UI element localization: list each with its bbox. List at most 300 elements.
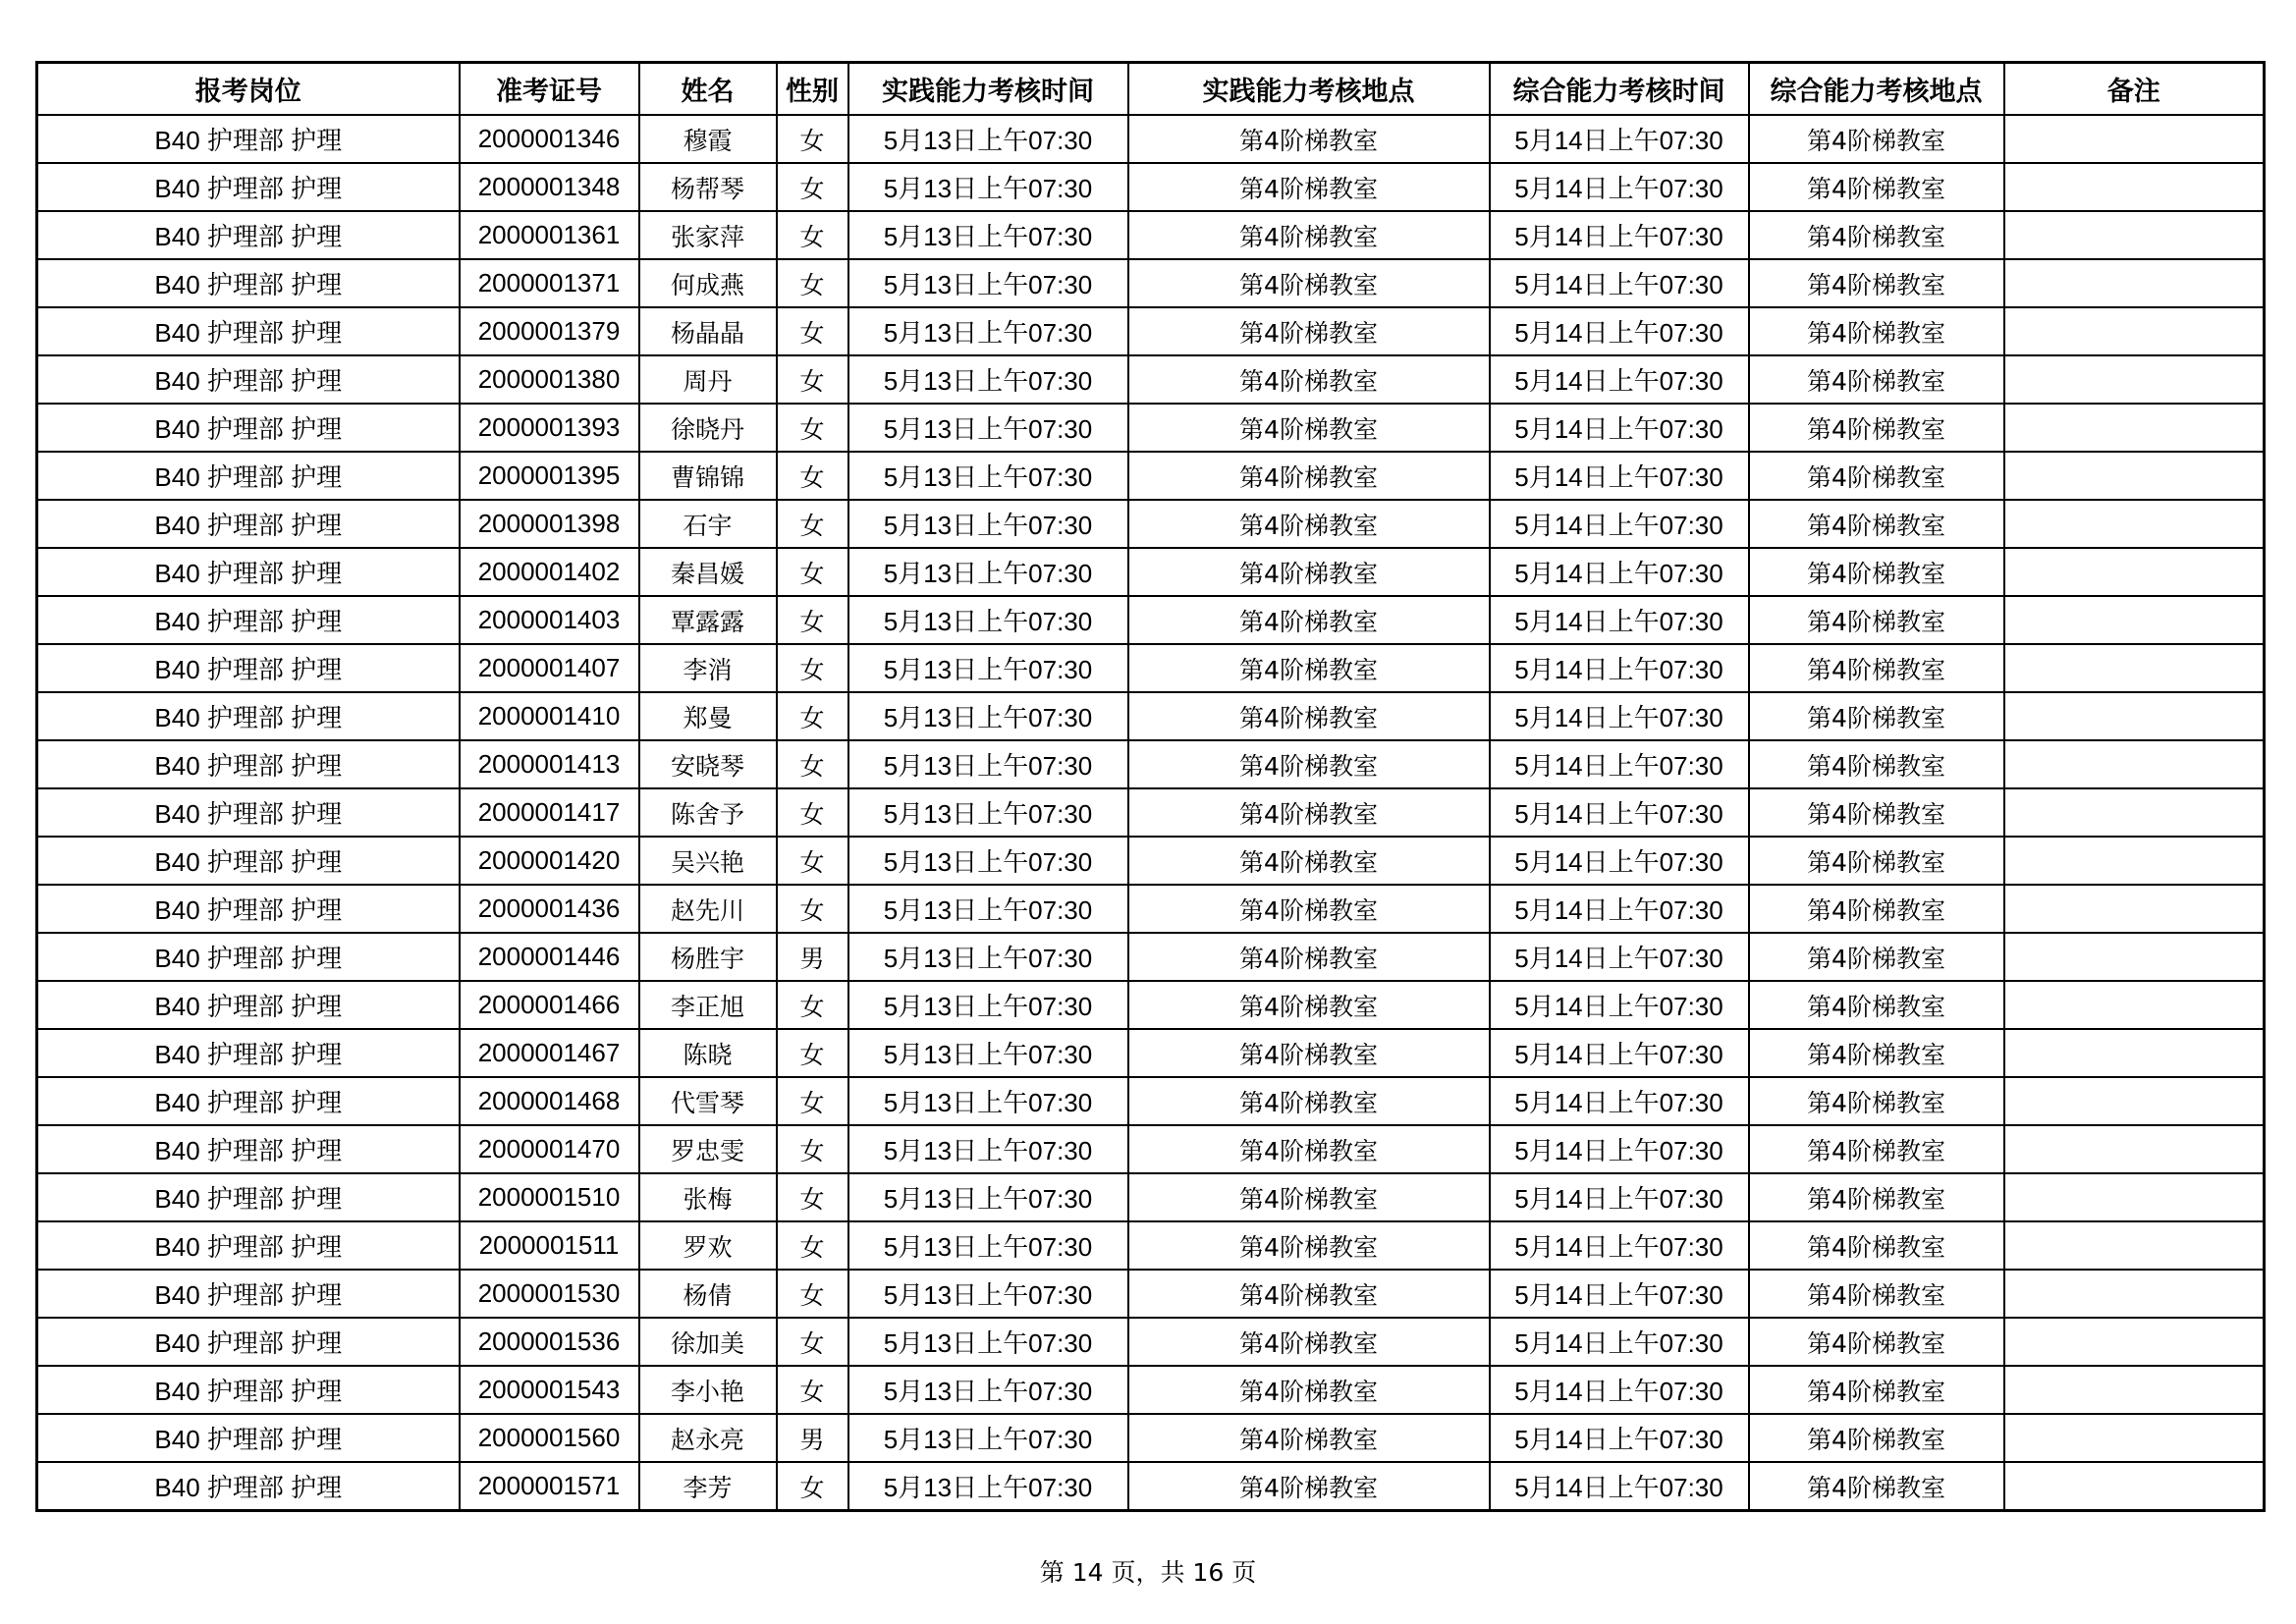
table-row [37,115,2265,163]
cell-practical-time: 5月13日上午07:30 [848,259,1128,307]
cell-position: B40 护理部 护理 [37,1414,460,1462]
cell-position: B40 护理部 护理 [37,211,460,259]
table-row [37,1221,2265,1270]
cell-ticket-number: 2000001536 [460,1318,639,1366]
cell-comprehensive-time: 5月14日上午07:30 [1490,933,1749,981]
cell-position: B40 护理部 护理 [37,548,460,596]
cell-practical-location: 第4阶梯教室 [1128,1077,1490,1125]
cell-comprehensive-time: 5月14日上午07:30 [1490,837,1749,885]
header-practical-time: 实践能力考核时间 [848,63,1128,116]
cell-comprehensive-location: 第4阶梯教室 [1749,1366,2004,1414]
cell-practical-location: 第4阶梯教室 [1128,1366,1490,1414]
cell-ticket-number: 2000001560 [460,1414,639,1462]
cell-practical-time: 5月13日上午07:30 [848,885,1128,933]
cell-practical-location: 第4阶梯教室 [1128,1029,1490,1077]
cell-name: 张家萍 [639,211,777,259]
cell-comprehensive-location: 第4阶梯教室 [1749,1029,2004,1077]
cell-practical-time: 5月13日上午07:30 [848,740,1128,788]
cell-comprehensive-time: 5月14日上午07:30 [1490,500,1749,548]
cell-gender: 女 [777,981,848,1029]
cell-practical-location: 第4阶梯教室 [1128,1221,1490,1270]
table-row [37,1125,2265,1173]
cell-name: 杨胜宇 [639,933,777,981]
cell-comprehensive-location: 第4阶梯教室 [1749,885,2004,933]
cell-name: 杨倩 [639,1270,777,1318]
cell-practical-location: 第4阶梯教室 [1128,452,1490,500]
cell-ticket-number: 2000001468 [460,1077,639,1125]
cell-practical-time: 5月13日上午07:30 [848,1029,1128,1077]
cell-comprehensive-location: 第4阶梯教室 [1749,1414,2004,1462]
cell-practical-time: 5月13日上午07:30 [848,788,1128,837]
cell-comprehensive-location: 第4阶梯教室 [1749,452,2004,500]
cell-comprehensive-time: 5月14日上午07:30 [1490,115,1749,163]
cell-practical-time: 5月13日上午07:30 [848,452,1128,500]
cell-ticket-number: 2000001530 [460,1270,639,1318]
header-remarks: 备注 [2004,63,2265,116]
cell-position: B40 护理部 护理 [37,307,460,355]
cell-name: 李小艳 [639,1366,777,1414]
cell-position: B40 护理部 护理 [37,1221,460,1270]
header-gender: 性别 [777,63,848,116]
cell-position: B40 护理部 护理 [37,933,460,981]
cell-name: 赵先川 [639,885,777,933]
cell-position: B40 护理部 护理 [37,163,460,211]
cell-practical-location: 第4阶梯教室 [1128,596,1490,644]
cell-comprehensive-location: 第4阶梯教室 [1749,1173,2004,1221]
cell-practical-time: 5月13日上午07:30 [848,981,1128,1029]
cell-practical-location: 第4阶梯教室 [1128,885,1490,933]
cell-comprehensive-time: 5月14日上午07:30 [1490,740,1749,788]
table-row [37,452,2265,500]
cell-comprehensive-location: 第4阶梯教室 [1749,548,2004,596]
cell-practical-time: 5月13日上午07:30 [848,1270,1128,1318]
cell-ticket-number: 2000001417 [460,788,639,837]
cell-practical-time: 5月13日上午07:30 [848,644,1128,692]
cell-practical-location: 第4阶梯教室 [1128,981,1490,1029]
cell-ticket-number: 2000001346 [460,115,639,163]
cell-comprehensive-location: 第4阶梯教室 [1749,692,2004,740]
cell-ticket-number: 2000001420 [460,837,639,885]
cell-name: 罗忠雯 [639,1125,777,1173]
cell-name: 秦昌媛 [639,548,777,596]
header-comprehensive-location: 综合能力考核地点 [1749,63,2004,116]
header-name: 姓名 [639,63,777,116]
cell-ticket-number: 2000001511 [460,1221,639,1270]
cell-ticket-number: 2000001446 [460,933,639,981]
cell-remarks [2004,740,2265,788]
cell-comprehensive-location: 第4阶梯教室 [1749,115,2004,163]
cell-gender: 女 [777,1221,848,1270]
cell-position: B40 护理部 护理 [37,115,460,163]
cell-comprehensive-location: 第4阶梯教室 [1749,933,2004,981]
cell-remarks [2004,355,2265,404]
table-row [37,1029,2265,1077]
cell-remarks [2004,644,2265,692]
cell-position: B40 护理部 护理 [37,837,460,885]
cell-position: B40 护理部 护理 [37,981,460,1029]
cell-comprehensive-location: 第4阶梯教室 [1749,596,2004,644]
cell-position: B40 护理部 护理 [37,500,460,548]
cell-practical-time: 5月13日上午07:30 [848,692,1128,740]
cell-comprehensive-location: 第4阶梯教室 [1749,740,2004,788]
cell-position: B40 护理部 护理 [37,644,460,692]
cell-gender: 女 [777,885,848,933]
table-row [37,981,2265,1029]
table-row [37,259,2265,307]
cell-practical-time: 5月13日上午07:30 [848,1077,1128,1125]
cell-comprehensive-location: 第4阶梯教室 [1749,355,2004,404]
cell-comprehensive-time: 5月14日上午07:30 [1490,1173,1749,1221]
cell-gender: 女 [777,1318,848,1366]
cell-remarks [2004,1125,2265,1173]
table-row [37,404,2265,452]
cell-name: 代雪琴 [639,1077,777,1125]
cell-name: 杨晶晶 [639,307,777,355]
cell-remarks [2004,404,2265,452]
cell-comprehensive-time: 5月14日上午07:30 [1490,692,1749,740]
cell-comprehensive-time: 5月14日上午07:30 [1490,548,1749,596]
cell-comprehensive-time: 5月14日上午07:30 [1490,307,1749,355]
cell-ticket-number: 2000001466 [460,981,639,1029]
cell-comprehensive-time: 5月14日上午07:30 [1490,404,1749,452]
cell-position: B40 护理部 护理 [37,1173,460,1221]
cell-gender: 女 [777,163,848,211]
cell-comprehensive-location: 第4阶梯教室 [1749,404,2004,452]
cell-remarks [2004,163,2265,211]
cell-comprehensive-time: 5月14日上午07:30 [1490,1270,1749,1318]
cell-name: 杨帮琴 [639,163,777,211]
cell-position: B40 护理部 护理 [37,259,460,307]
table-row [37,355,2265,404]
cell-gender: 女 [777,452,848,500]
header-position: 报考岗位 [37,63,460,116]
cell-ticket-number: 2000001402 [460,548,639,596]
cell-gender: 女 [777,548,848,596]
cell-comprehensive-time: 5月14日上午07:30 [1490,644,1749,692]
exam-schedule-table [35,61,2266,1512]
cell-gender: 女 [777,355,848,404]
cell-name: 周丹 [639,355,777,404]
cell-gender: 男 [777,1414,848,1462]
cell-position: B40 护理部 护理 [37,1462,460,1511]
cell-practical-time: 5月13日上午07:30 [848,1366,1128,1414]
cell-practical-time: 5月13日上午07:30 [848,404,1128,452]
cell-comprehensive-location: 第4阶梯教室 [1749,163,2004,211]
cell-gender: 女 [777,307,848,355]
cell-comprehensive-time: 5月14日上午07:30 [1490,788,1749,837]
cell-practical-location: 第4阶梯教室 [1128,1125,1490,1173]
cell-ticket-number: 2000001398 [460,500,639,548]
table-row [37,1318,2265,1366]
cell-remarks [2004,1366,2265,1414]
table-row [37,1270,2265,1318]
page-number: 第 14 页，共 16 页 [1039,1558,1257,1587]
cell-comprehensive-location: 第4阶梯教室 [1749,981,2004,1029]
cell-practical-location: 第4阶梯教室 [1128,259,1490,307]
table-row [37,211,2265,259]
cell-name: 石宇 [639,500,777,548]
cell-position: B40 护理部 护理 [37,452,460,500]
cell-remarks [2004,933,2265,981]
cell-gender: 女 [777,1173,848,1221]
cell-ticket-number: 2000001410 [460,692,639,740]
cell-ticket-number: 2000001361 [460,211,639,259]
table-header-row [37,63,2265,116]
cell-comprehensive-time: 5月14日上午07:30 [1490,452,1749,500]
cell-ticket-number: 2000001543 [460,1366,639,1414]
cell-position: B40 护理部 护理 [37,1029,460,1077]
cell-ticket-number: 2000001403 [460,596,639,644]
table-row [37,692,2265,740]
cell-position: B40 护理部 护理 [37,596,460,644]
table-row [37,500,2265,548]
cell-name: 安晓琴 [639,740,777,788]
cell-practical-time: 5月13日上午07:30 [848,1173,1128,1221]
cell-name: 李消 [639,644,777,692]
cell-comprehensive-location: 第4阶梯教室 [1749,1318,2004,1366]
cell-practical-location: 第4阶梯教室 [1128,1173,1490,1221]
cell-comprehensive-location: 第4阶梯教室 [1749,500,2004,548]
cell-comprehensive-time: 5月14日上午07:30 [1490,1366,1749,1414]
table-row [37,1366,2265,1414]
cell-gender: 女 [777,115,848,163]
cell-practical-time: 5月13日上午07:30 [848,596,1128,644]
cell-practical-location: 第4阶梯教室 [1128,115,1490,163]
cell-name: 赵永亮 [639,1414,777,1462]
cell-practical-time: 5月13日上午07:30 [848,211,1128,259]
cell-name: 曹锦锦 [639,452,777,500]
table-row [37,1414,2265,1462]
cell-name: 穆霞 [639,115,777,163]
cell-name: 李芳 [639,1462,777,1511]
cell-remarks [2004,1077,2265,1125]
cell-comprehensive-location: 第4阶梯教室 [1749,1221,2004,1270]
cell-gender: 女 [777,1270,848,1318]
cell-ticket-number: 2000001413 [460,740,639,788]
cell-gender: 女 [777,1125,848,1173]
cell-name: 陈舍予 [639,788,777,837]
cell-practical-time: 5月13日上午07:30 [848,1125,1128,1173]
cell-ticket-number: 2000001348 [460,163,639,211]
cell-ticket-number: 2000001371 [460,259,639,307]
cell-gender: 女 [777,404,848,452]
table-row [37,596,2265,644]
cell-remarks [2004,885,2265,933]
cell-comprehensive-time: 5月14日上午07:30 [1490,1029,1749,1077]
cell-position: B40 护理部 护理 [37,355,460,404]
cell-gender: 女 [777,1077,848,1125]
cell-remarks [2004,1029,2265,1077]
cell-position: B40 护理部 护理 [37,1318,460,1366]
cell-name: 罗欢 [639,1221,777,1270]
cell-practical-time: 5月13日上午07:30 [848,1462,1128,1511]
cell-practical-location: 第4阶梯教室 [1128,692,1490,740]
cell-comprehensive-time: 5月14日上午07:30 [1490,1318,1749,1366]
cell-ticket-number: 2000001470 [460,1125,639,1173]
cell-practical-location: 第4阶梯教室 [1128,740,1490,788]
cell-ticket-number: 2000001436 [460,885,639,933]
cell-ticket-number: 2000001467 [460,1029,639,1077]
cell-position: B40 护理部 护理 [37,885,460,933]
cell-gender: 女 [777,596,848,644]
cell-name: 吴兴艳 [639,837,777,885]
cell-practical-location: 第4阶梯教室 [1128,307,1490,355]
cell-practical-time: 5月13日上午07:30 [848,163,1128,211]
cell-remarks [2004,1318,2265,1366]
table-row [37,1173,2265,1221]
cell-ticket-number: 2000001407 [460,644,639,692]
cell-practical-location: 第4阶梯教室 [1128,837,1490,885]
cell-comprehensive-time: 5月14日上午07:30 [1490,355,1749,404]
header-comprehensive-time: 综合能力考核时间 [1490,63,1749,116]
cell-practical-time: 5月13日上午07:30 [848,115,1128,163]
cell-gender: 女 [777,1462,848,1511]
cell-comprehensive-time: 5月14日上午07:30 [1490,981,1749,1029]
table-row [37,885,2265,933]
table-row [37,933,2265,981]
cell-remarks [2004,259,2265,307]
cell-gender: 女 [777,259,848,307]
cell-comprehensive-location: 第4阶梯教室 [1749,211,2004,259]
cell-position: B40 护理部 护理 [37,788,460,837]
cell-gender: 女 [777,740,848,788]
cell-comprehensive-time: 5月14日上午07:30 [1490,163,1749,211]
cell-comprehensive-time: 5月14日上午07:30 [1490,259,1749,307]
table-row [37,307,2265,355]
cell-remarks [2004,981,2265,1029]
cell-comprehensive-location: 第4阶梯教室 [1749,644,2004,692]
cell-practical-time: 5月13日上午07:30 [848,1414,1128,1462]
cell-position: B40 护理部 护理 [37,404,460,452]
cell-practical-location: 第4阶梯教室 [1128,933,1490,981]
table-row [37,1077,2265,1125]
cell-position: B40 护理部 护理 [37,740,460,788]
cell-remarks [2004,1173,2265,1221]
cell-gender: 女 [777,692,848,740]
table-row [37,644,2265,692]
cell-comprehensive-location: 第4阶梯教室 [1749,1125,2004,1173]
cell-remarks [2004,452,2265,500]
cell-gender: 女 [777,837,848,885]
cell-practical-location: 第4阶梯教室 [1128,500,1490,548]
cell-name: 李正旭 [639,981,777,1029]
table-row [37,788,2265,837]
table-row [37,837,2265,885]
cell-comprehensive-time: 5月14日上午07:30 [1490,1125,1749,1173]
cell-gender: 女 [777,500,848,548]
cell-comprehensive-location: 第4阶梯教室 [1749,788,2004,837]
cell-practical-location: 第4阶梯教室 [1128,355,1490,404]
cell-remarks [2004,692,2265,740]
cell-name: 覃露露 [639,596,777,644]
cell-ticket-number: 2000001510 [460,1173,639,1221]
table-body [37,115,2265,1511]
cell-practical-location: 第4阶梯教室 [1128,1270,1490,1318]
cell-ticket-number: 2000001393 [460,404,639,452]
cell-comprehensive-time: 5月14日上午07:30 [1490,1221,1749,1270]
cell-comprehensive-location: 第4阶梯教室 [1749,1270,2004,1318]
cell-remarks [2004,211,2265,259]
cell-remarks [2004,548,2265,596]
cell-name: 徐加美 [639,1318,777,1366]
header-practical-location: 实践能力考核地点 [1128,63,1490,116]
cell-practical-time: 5月13日上午07:30 [848,933,1128,981]
cell-comprehensive-time: 5月14日上午07:30 [1490,211,1749,259]
cell-remarks [2004,837,2265,885]
cell-practical-location: 第4阶梯教室 [1128,404,1490,452]
cell-gender: 男 [777,933,848,981]
cell-position: B40 护理部 护理 [37,1077,460,1125]
table-row [37,163,2265,211]
cell-ticket-number: 2000001395 [460,452,639,500]
cell-ticket-number: 2000001379 [460,307,639,355]
cell-practical-time: 5月13日上午07:30 [848,1221,1128,1270]
cell-remarks [2004,596,2265,644]
cell-comprehensive-location: 第4阶梯教室 [1749,837,2004,885]
cell-comprehensive-location: 第4阶梯教室 [1749,259,2004,307]
cell-position: B40 护理部 护理 [37,692,460,740]
cell-position: B40 护理部 护理 [37,1125,460,1173]
cell-practical-time: 5月13日上午07:30 [848,837,1128,885]
cell-practical-location: 第4阶梯教室 [1128,211,1490,259]
cell-practical-time: 5月13日上午07:30 [848,307,1128,355]
cell-gender: 女 [777,1029,848,1077]
cell-practical-time: 5月13日上午07:30 [848,548,1128,596]
cell-remarks [2004,500,2265,548]
table-row [37,1462,2265,1511]
cell-gender: 女 [777,788,848,837]
table-row [37,740,2265,788]
cell-practical-location: 第4阶梯教室 [1128,1318,1490,1366]
cell-ticket-number: 2000001571 [460,1462,639,1511]
cell-comprehensive-time: 5月14日上午07:30 [1490,885,1749,933]
cell-gender: 女 [777,644,848,692]
cell-practical-time: 5月13日上午07:30 [848,355,1128,404]
cell-remarks [2004,1414,2265,1462]
cell-name: 徐晓丹 [639,404,777,452]
cell-position: B40 护理部 护理 [37,1366,460,1414]
cell-practical-location: 第4阶梯教室 [1128,1462,1490,1511]
cell-comprehensive-location: 第4阶梯教室 [1749,1077,2004,1125]
cell-practical-location: 第4阶梯教室 [1128,788,1490,837]
cell-comprehensive-time: 5月14日上午07:30 [1490,1077,1749,1125]
cell-remarks [2004,115,2265,163]
table-row [37,548,2265,596]
cell-remarks [2004,1270,2265,1318]
cell-practical-time: 5月13日上午07:30 [848,1318,1128,1366]
cell-position: B40 护理部 护理 [37,1270,460,1318]
cell-remarks [2004,788,2265,837]
cell-comprehensive-location: 第4阶梯教室 [1749,307,2004,355]
cell-comprehensive-time: 5月14日上午07:30 [1490,1462,1749,1511]
cell-remarks [2004,1221,2265,1270]
cell-practical-time: 5月13日上午07:30 [848,500,1128,548]
cell-gender: 女 [777,211,848,259]
cell-practical-location: 第4阶梯教室 [1128,1414,1490,1462]
cell-practical-location: 第4阶梯教室 [1128,163,1490,211]
cell-name: 张梅 [639,1173,777,1221]
cell-remarks [2004,307,2265,355]
cell-ticket-number: 2000001380 [460,355,639,404]
cell-comprehensive-location: 第4阶梯教室 [1749,1462,2004,1511]
cell-name: 郑曼 [639,692,777,740]
cell-comprehensive-time: 5月14日上午07:30 [1490,1414,1749,1462]
cell-gender: 女 [777,1366,848,1414]
cell-practical-location: 第4阶梯教室 [1128,644,1490,692]
header-ticket-number: 准考证号 [460,63,639,116]
cell-remarks [2004,1462,2265,1511]
cell-practical-location: 第4阶梯教室 [1128,548,1490,596]
